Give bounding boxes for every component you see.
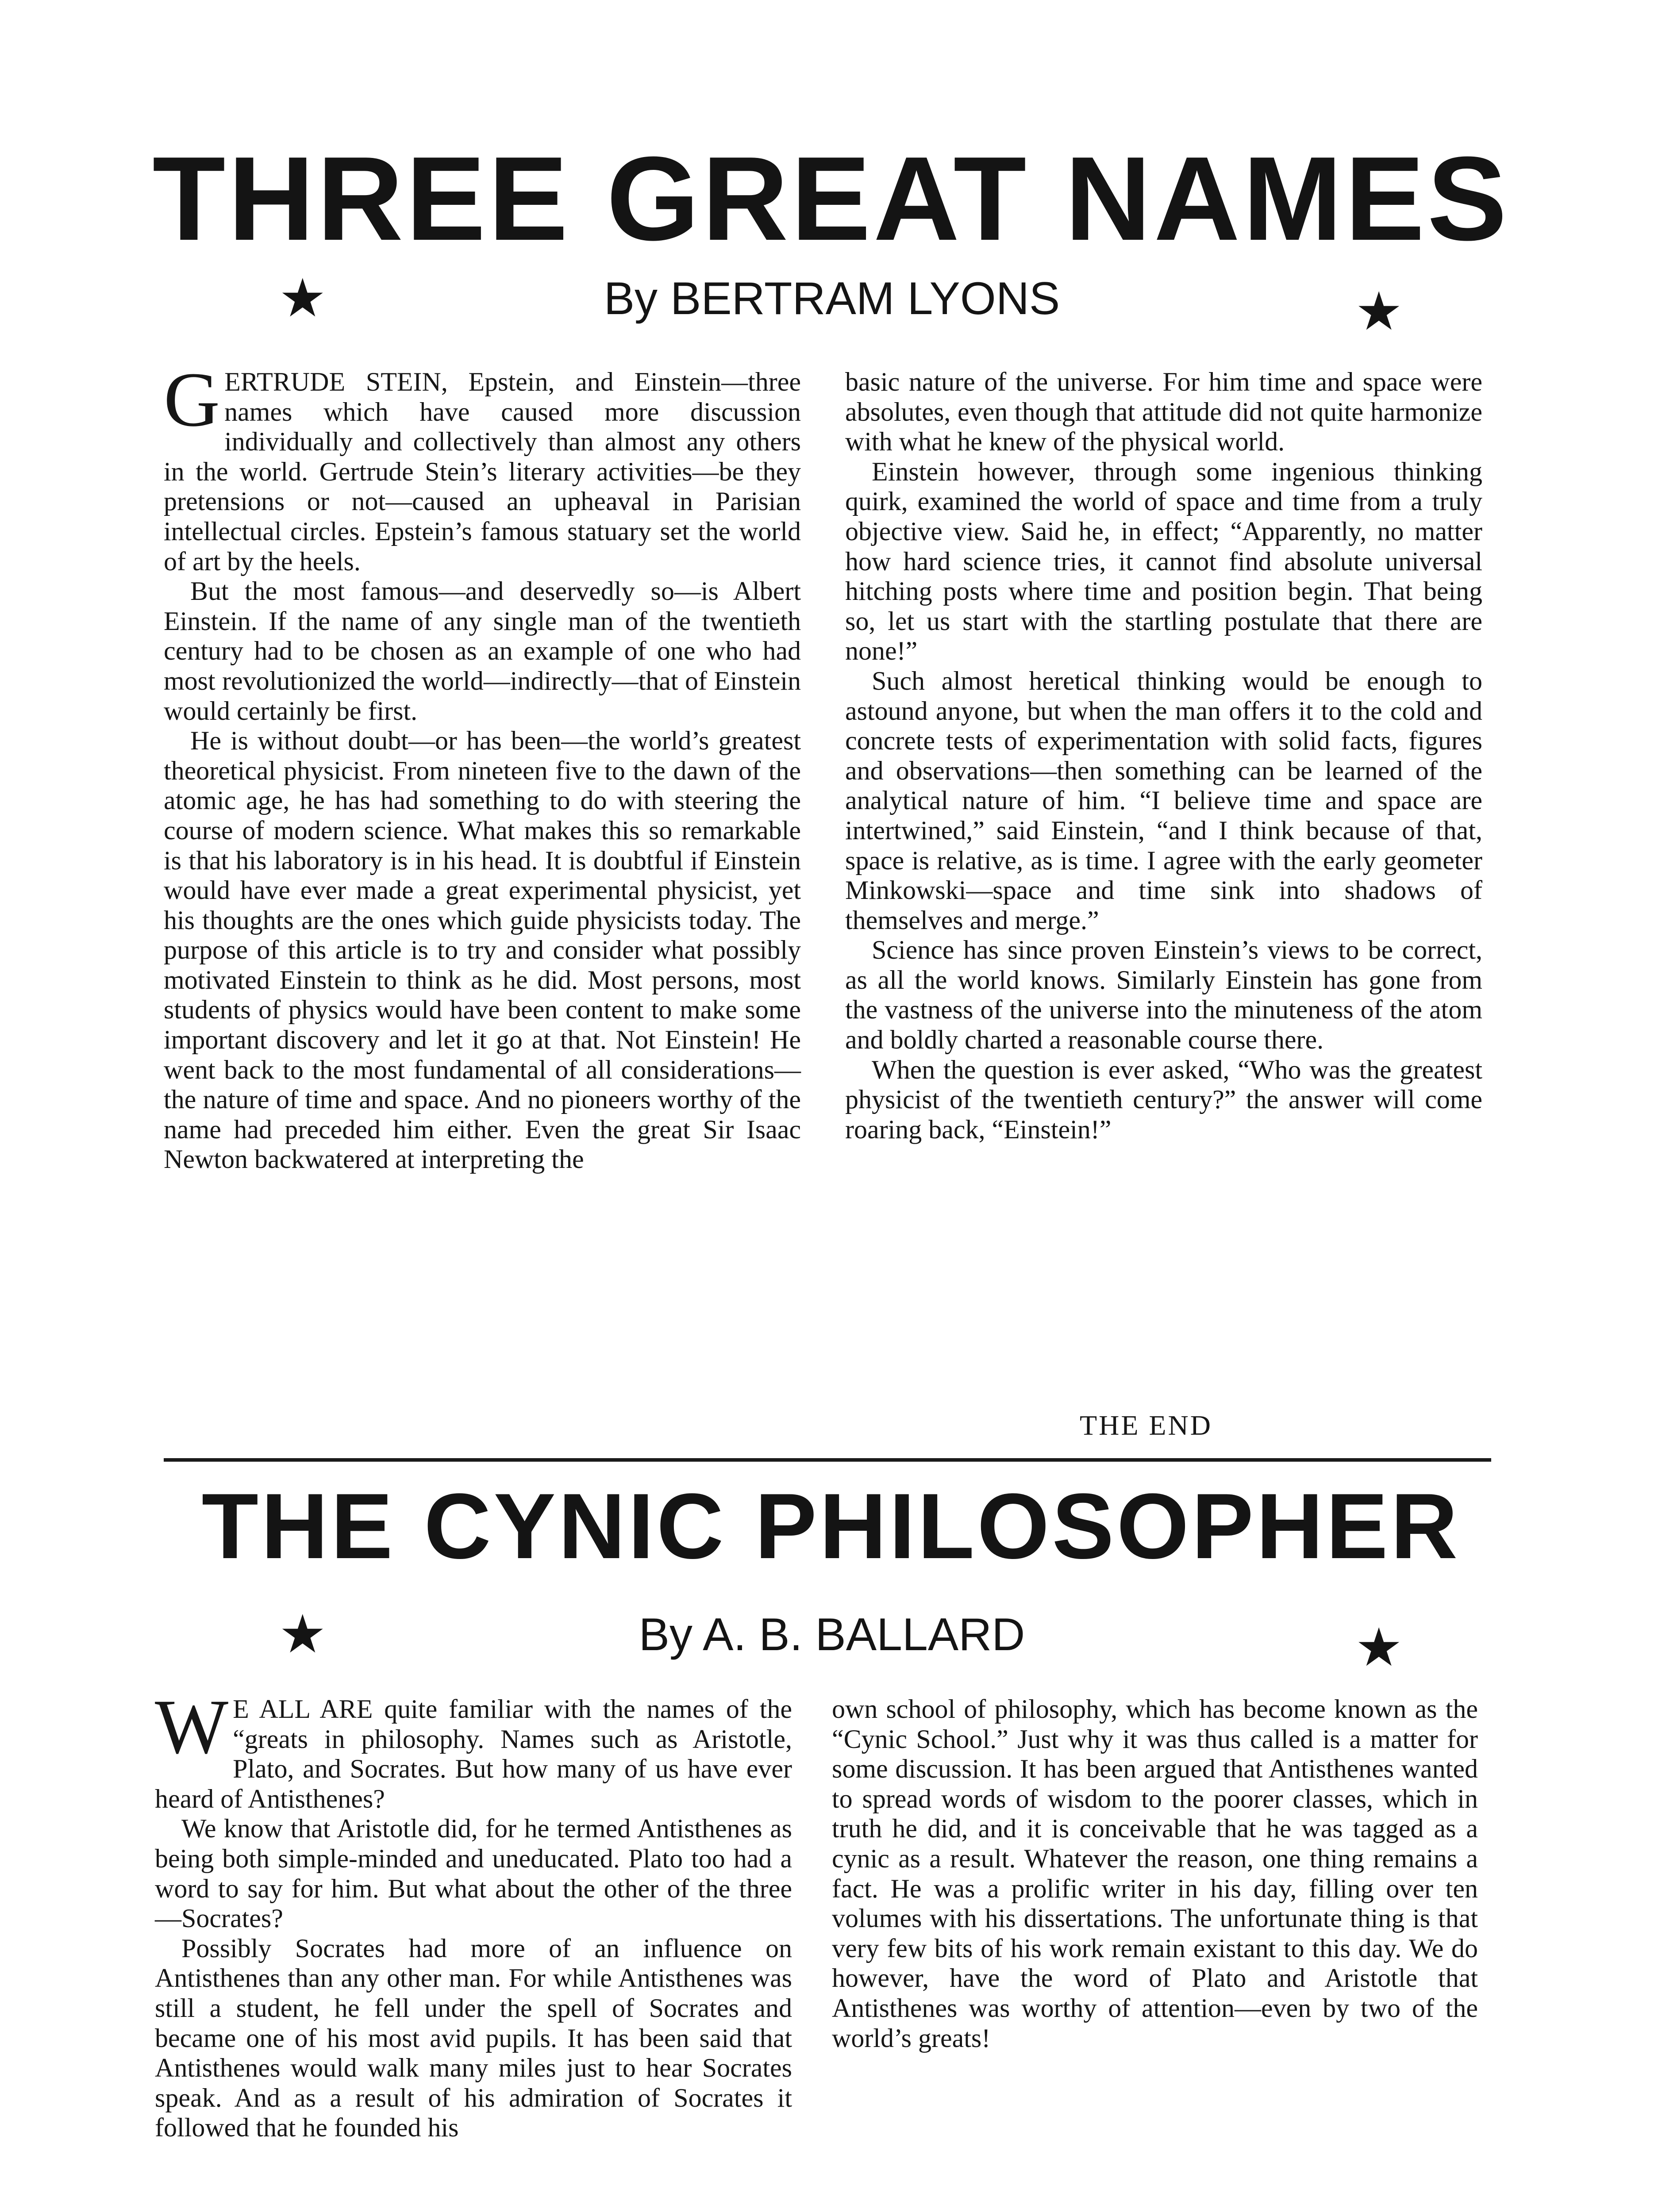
article-column-right (845, 367, 1482, 1447)
byline-bertram-lyons: By BERTRAM LYONS (604, 273, 1060, 324)
byline-ab-ballard: By A. B. BALLARD (639, 1609, 1025, 1660)
paragraph: We know that Aristotle did, for he termed Antisthenes as being both simple-minded and uneducated. Plato too had a word to say for him. But what about the other of the three—Socrates? (155, 1814, 792, 1933)
section-divider (164, 1458, 1491, 1462)
article-title-cynic-philosopher: THE CYNIC PHILOSOPHER (201, 1474, 1461, 1578)
article-title-three-great-names: THREE GREAT NAMES (152, 132, 1510, 265)
paragraph: GERTRUDE STEIN, Epstein, and Einstein—three names which have caused more discussion individually and collectively than almost any others in the world. Gertrude Stein’s literary activities—be they pretensions or not—caused an upheaval in Parisian intellectual circles. Epstein’s famous statuary set the world of art by the heels. (164, 357, 801, 576)
star-icon: ★ (279, 1604, 327, 1665)
star-icon: ★ (279, 268, 327, 329)
paragraph: When the question is ever asked, “Who was the greatest physicist of the twentieth century?” the answer will come roaring back, “Einstein!” (845, 1055, 1482, 1144)
byline-row (248, 1601, 1416, 1678)
paragraph: basic nature of the universe. For him time and space were absolutes, even though that attitude did not quite harmonize with what he knew of the physical world. (845, 367, 1482, 457)
paragraph: own school of philosophy, which has become known as the “Cynic School.” Just why it was thus called is a matter for some discussion. It has been argued that Antisthenes wanted to spread words of wisdom to the poorer classes, which in truth he did, and it is conceivable that he was tagged as a cynic as a result. Whatever the reason, one thing remains a fact. He was a prolific writer in his day, filling over ten volumes with his dissertations. The unfortunate thing is that very few bits of his work remain existant to this day. We do however, have the word of Plato and Aristotle that Antisthenes was worthy of attention—even by two of the world’s greats! (832, 1694, 1478, 2053)
paragraph: W E ALL ARE quite familiar with the names of the “greats in philosophy. Names such as Aristotle, Plato, and Socrates. But how many of us have ever heard of Antisthenes? (155, 1684, 792, 1813)
star-icon: ★ (1355, 281, 1403, 342)
paragraph: Science has since proven Einstein’s views to be correct, as all the world knows. Similarly Einstein has gone from the vastness of the universe into the minuteness of the atom and boldly charted a reasonable course there. (845, 935, 1482, 1055)
paragraph: Such almost heretical thinking would be enough to astound anyone, but when the man offers it to the cold and concrete tests of experimentation with solid facts, figures and observations—then something can be learned of the analytical nature of him. “I believe time and space are intertwined,” said Einstein, “and I think because of that, space is relative, as is time. I agree with the early geometer Minkowski—space and time sink into shadows of themselves and merge.” (845, 666, 1482, 935)
article-column-right (832, 1694, 1478, 2212)
paragraph: Einstein however, through some ingenious thinking quirk, examined the world of space and time from a truly objective view. Said he, in effect; “Apparently, no matter how hard science tries, it cannot find absolute universal hitching posts where time and position begin. That being so, let us start with the startling postulate that there are none!” (845, 457, 1482, 666)
star-icon: ★ (1355, 1617, 1403, 1678)
byline-row (248, 265, 1416, 342)
article-column-left (164, 357, 801, 1447)
drop-cap: G (164, 357, 220, 443)
paragraph: He is without doubt—or has been—the world’s greatest theoretical physicist. From nineteen five to the dawn of the atomic age, he has had something to do with steering the course of modern science. What makes this so remarkable is that his laboratory is in his head. It is doubtful if Einstein would have ever made a great experimental physicist, yet his thoughts are the ones which guide physicists today. The purpose of this article is to try and consider what possibly motivated Einstein to think as he did. Most persons, most students of physics would have been content to make some important discovery and let it go at that. Not Einstein! He went back to the most fundamental of all considerations—the nature of time and space. And no pioneers worthy of the name had preceded him either. Even the great Sir Isaac Newton backwatered at interpreting the (164, 726, 801, 1174)
drop-cap: W (155, 1684, 229, 1770)
the-end-marker: THE END (1080, 1409, 1212, 1441)
article-column-left (155, 1684, 792, 2212)
paragraph: But the most famous—and deservedly so—is Albert Einstein. If the name of any single man of the twentieth century had to be chosen as an example of one who had most revolutionized the world—indirectly—that of Einstein would certainly be first. (164, 576, 801, 726)
paragraph: Possibly Socrates had more of an influence on Antisthenes than any other man. For while Antisthenes was still a student, he fell under the spell of Socrates and became one of his most avid pupils. It has been said that Antisthenes would walk many miles just to hear Socrates speak. And as a result of his admiration of Socrates it followed that he founded his (155, 1933, 792, 2143)
